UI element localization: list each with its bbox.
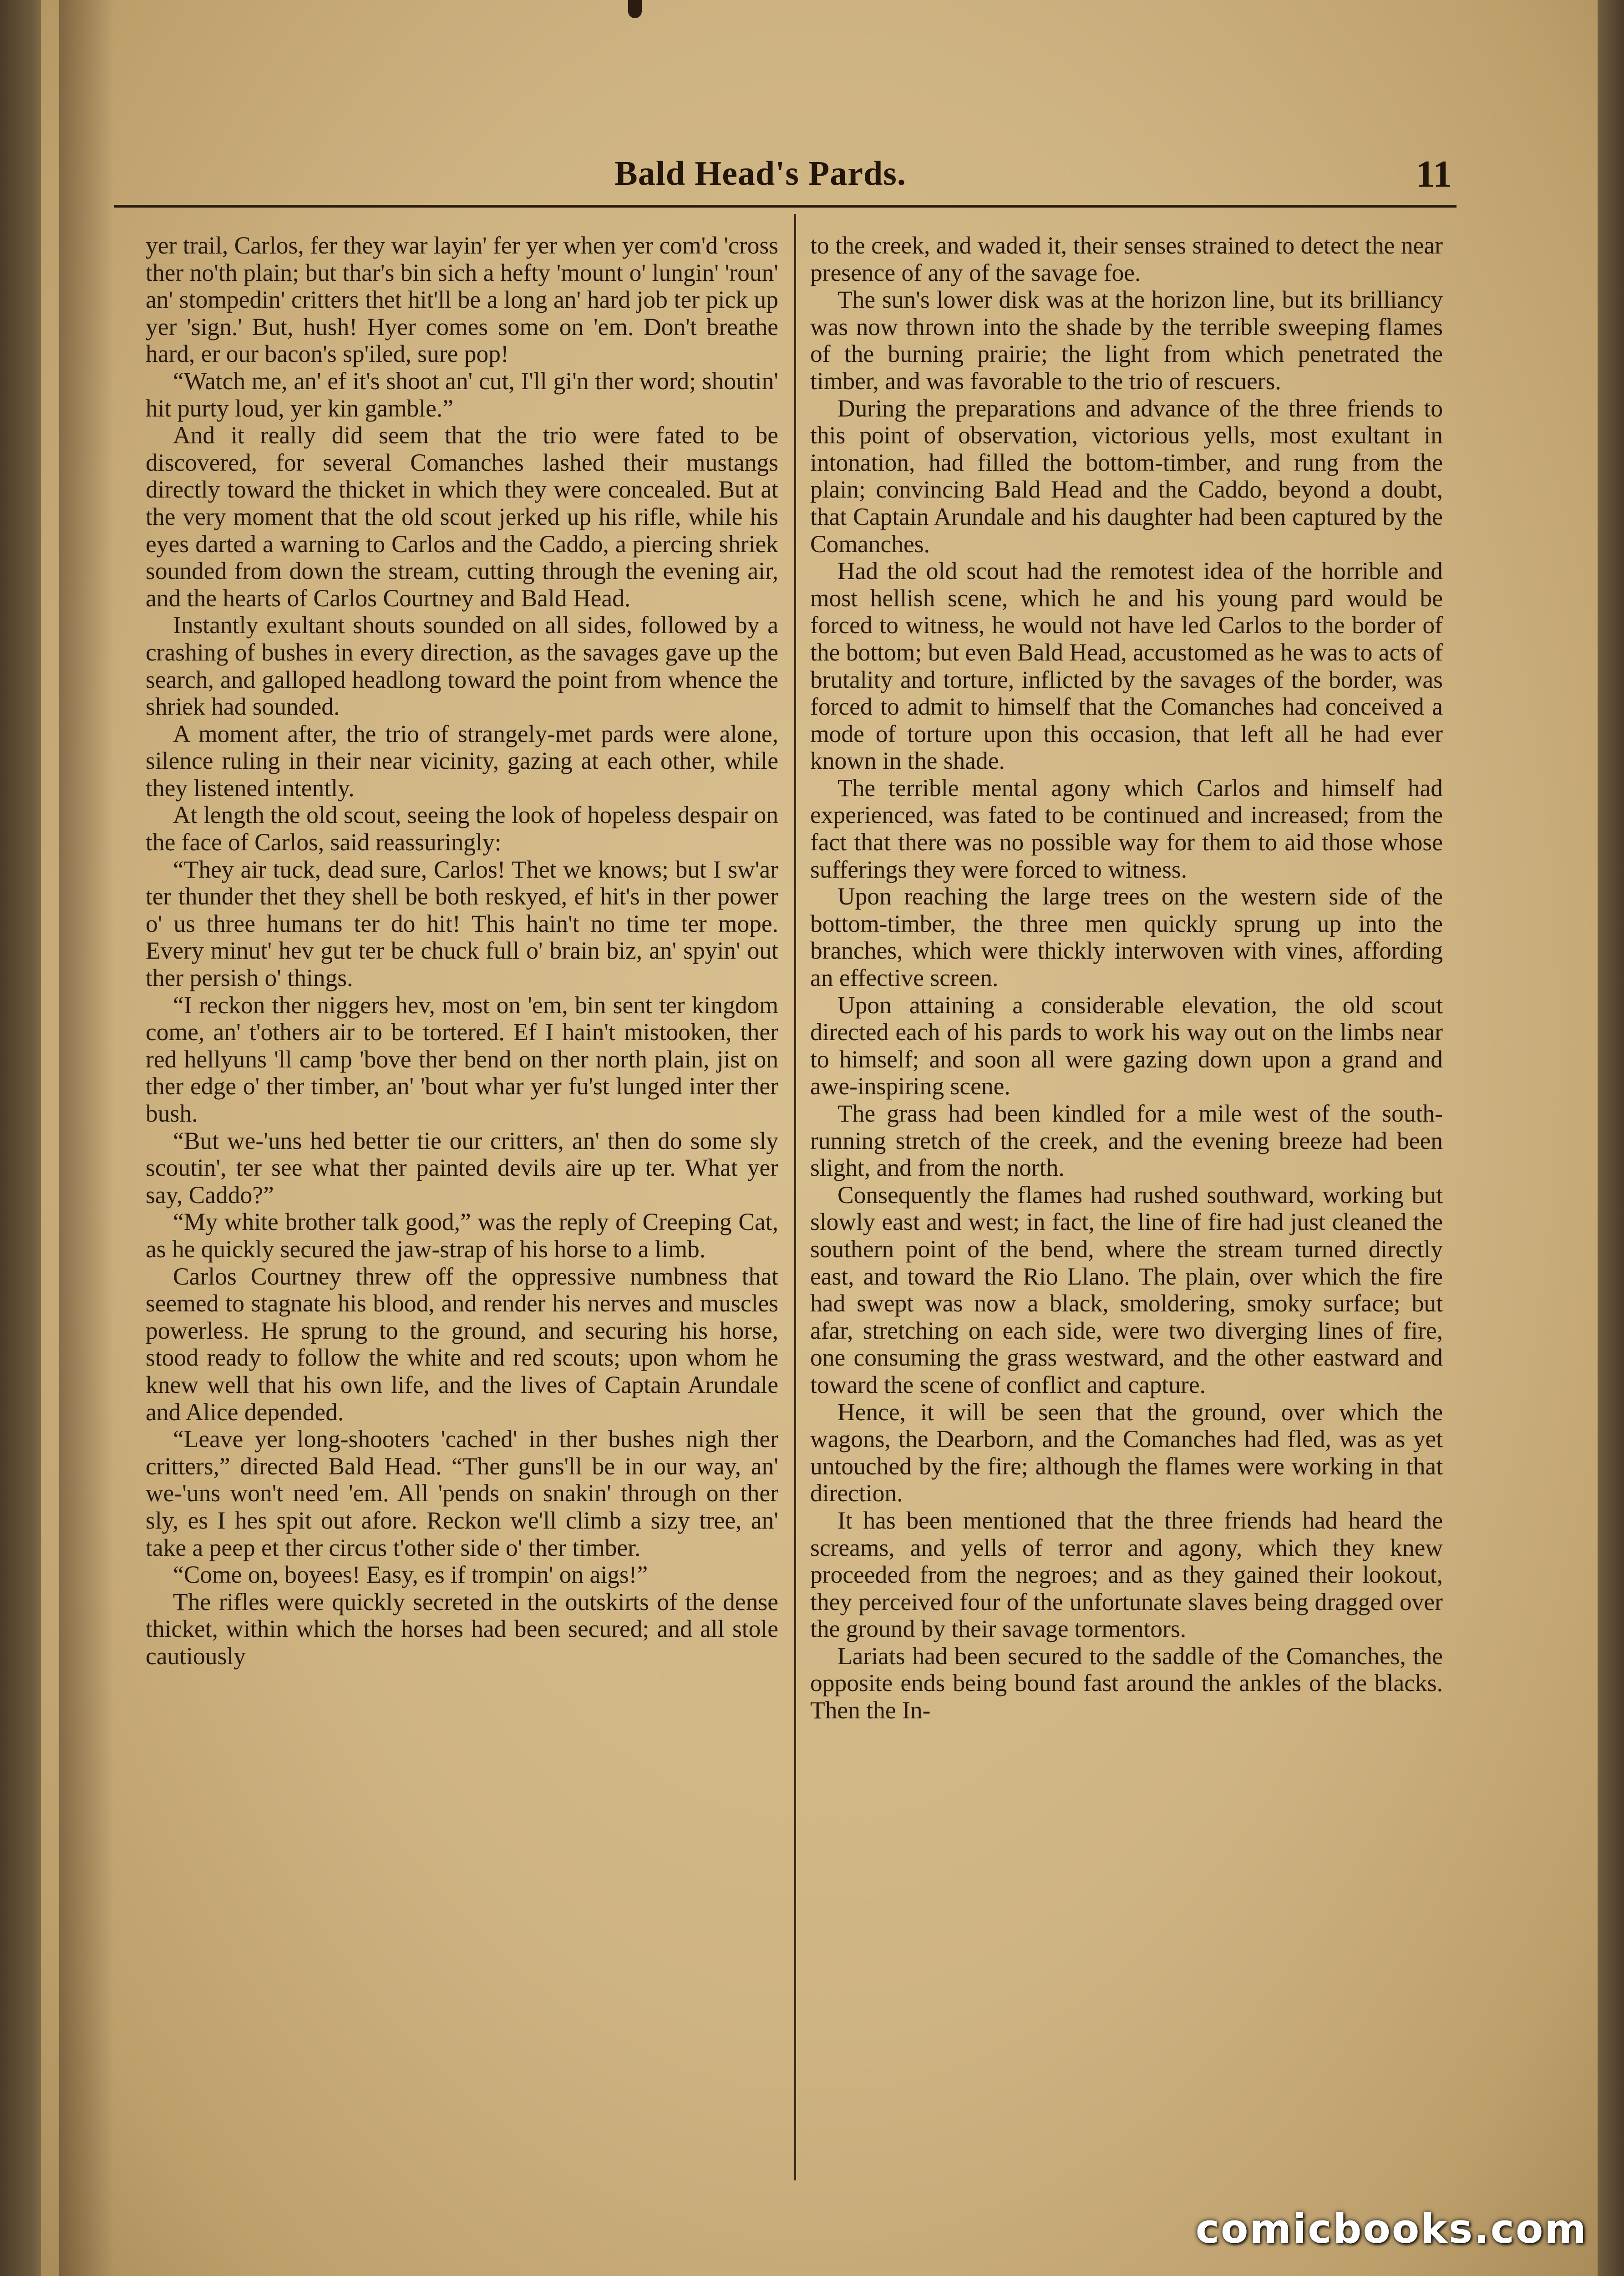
page-fold-shadow bbox=[59, 0, 114, 2276]
paragraph: “Leave yer long-shooters 'cached' in ther bushes nigh ther critters,” directed Bald Head. “Ther guns'll be in our way, an' we-'uns won't need 'em. All 'pends on snakin' through on ther sly, es I hes spit out afore. Reckon we'll climb a sizy tree, an' take a peep et ther circus t'other side o' ther timber. bbox=[146, 1425, 778, 1561]
paragraph: Instantly exultant shouts sounded on all sides, followed by a crashing of bushes in every direction, as the savages gave up the search, and galloped headlong toward the point from whence the shriek had sounded. bbox=[146, 611, 778, 721]
paragraph: The terrible mental agony which Carlos and himself had experienced, was fated to be continued and increased; from the fact that there was no possible way for them to aid those whose sufferings they were forced to witness. bbox=[810, 774, 1443, 883]
paragraph: And it really did seem that the trio were fated to be discovered, for several Comanches lashed their mustangs directly toward the thicket in which they were concealed. But at the very moment that the old scout jerked up his rifle, while his eyes darted a warning to Carlos and the Caddo, a piercing shriek sounded from down the stream, cutting through the evening air, and the hearts of Carlos Courtney and Bald Head. bbox=[146, 422, 778, 612]
paragraph: The rifles were quickly secreted in the outskirts of the dense thicket, within which the horses had been secured; and all stole cautiously bbox=[146, 1588, 778, 1670]
paragraph: yer trail, Carlos, fer they war layin' fer yer when yer com'd 'cross ther no'th plain; but thar's bin sich a hefty 'mount o' lungin' 'roun' an' stompedin' critters thet hit'll be a long an' hard job ter pick up yer 'sign.' But, hush! Hyer comes some on 'em. Don't breathe hard, er our bacon's sp'iled, sure pop! bbox=[146, 232, 778, 368]
paragraph: Upon attaining a considerable elevation, the old scout directed each of his pards to work his way out on the limbs near to himself; and soon all were gazing down upon a grand and awe-inspiring scene. bbox=[810, 991, 1443, 1100]
paragraph: Lariats had been secured to the saddle of the Comanches, the opposite ends being bound fast around the ankles of the blacks. Then the In- bbox=[810, 1642, 1443, 1724]
paragraph: It has been mentioned that the three friends had heard the screams, and yells of terror and agony, which they knew proceeded from the negroes; and as they gained their lookout, they perceived four of the unfortunate slaves being dragged over the ground by their savage tormentors. bbox=[810, 1506, 1443, 1643]
paragraph: Carlos Courtney threw off the oppressive numbness that seemed to stagnate his blood, and render his nerves and muscles powerless. He sprung to the ground, and securing his horse, stood ready to follow the white and red scouts; upon whom he knew well that his own life, and the lives of Captain Arundale and Alice depended. bbox=[146, 1262, 778, 1426]
paragraph: “My white brother talk good,” was the reply of Creeping Cat, as he quickly secured the jaw-strap of his horse to a limb. bbox=[146, 1208, 778, 1263]
page-number: 11 bbox=[1416, 153, 1452, 195]
running-head: Bald Head's Pards. bbox=[614, 154, 906, 193]
paragraph: The grass had been kindled for a mile west of the south-running stretch of the creek, and the evening breeze had been slight, and from the north. bbox=[810, 1100, 1443, 1182]
page-header bbox=[114, 150, 1457, 208]
column-divider bbox=[794, 214, 796, 2180]
site-watermark: comicbooks.com bbox=[1195, 2205, 1588, 2252]
paragraph: to the creek, and waded it, their senses strained to detect the near presence of any of the savage foe. bbox=[810, 232, 1443, 286]
paragraph: “Come on, boyees! Easy, es if trompin' on aigs!” bbox=[173, 1561, 648, 1589]
paragraph: Upon reaching the large trees on the western side of the bottom-timber, the three men quickly sprung up into the branches, which were thickly interwoven with vines, affording an effective screen. bbox=[810, 883, 1443, 992]
paragraph: “I reckon ther niggers hev, most on 'em, bin sent ter kingdom come, an' t'others air to be tortered. Ef I hain't mistooken, ther red hellyuns 'll camp 'bove ther bend on ther north plain, jist on ther edge o' ther timber, an' 'bout whar yer fu'st lunged inter ther bush. bbox=[146, 991, 778, 1127]
paragraph: Consequently the flames had rushed southward, working but slowly east and west; in fact, the line of fire had just cleaned the southern point of the bend, where the stream turned directly east, and toward the Rio Llano. The plain, over which the fire had swept was now a black, smoldering, smoky surface; but afar, stretching on each side, were two diverging lines of fire, one consuming the grass westward, and the other eastward and toward the scene of conflict and capture. bbox=[810, 1181, 1443, 1398]
paragraph: At length the old scout, seeing the look of hopeless despair on the face of Carlos, said reassuringly: bbox=[146, 801, 778, 856]
paragraph: “Watch me, an' ef it's shoot an' cut, I'll gi'n ther word; shoutin' hit purty loud, yer kin gamble.” bbox=[146, 367, 778, 422]
paragraph: During the preparations and advance of the three friends to this point of observation, victorious yells, most exultant in intonation, had filled the bottom-timber, and rung from the plain; convincing Bald Head and the Caddo, beyond a doubt, that Captain Arundale and his daughter had been captured by the Comanches. bbox=[810, 394, 1443, 558]
paragraph: “They air tuck, dead sure, Carlos! Thet we knows; but I sw'ar ter thunder thet they shell be both reskyed, ef hit's in ther power o' us three humans ter do hit! This hain't no time ter mope. Every minut' hev gut ter be chuck full o' brain biz, an' spyin' out ther persish o' things. bbox=[146, 855, 778, 992]
left-column bbox=[146, 232, 778, 2171]
paragraph: The sun's lower disk was at the horizon line, but its brilliancy was now thrown into the shade by the terrible sweeping flames of the burning prairie; the light from which penetrated the timber, and was favorable to the trio of rescuers. bbox=[810, 286, 1443, 395]
paragraph: Had the old scout had the remotest idea of the horrible and most hellish scene, which he and his young pard would be forced to witness, he would not have led Carlos to the border of the bottom; but even Bald Head, accustomed as he was to acts of brutality and torture, inflicted by the savages of the border, was forced to admit to himself that the Comanches had conceived a mode of torture upon this occasion, that left all he had ever known in the shade. bbox=[810, 557, 1443, 775]
paragraph: A moment after, the trio of strangely-met pards were alone, silence ruling in their near vicinity, gazing at each other, while they listened intently. bbox=[146, 720, 778, 802]
paragraph: “But we-'uns hed better tie our critters, an' then do some sly scoutin', ter see what ther painted devils aire up ter. What yer say, Caddo?” bbox=[146, 1127, 778, 1209]
right-column bbox=[810, 232, 1443, 2171]
paragraph: Hence, it will be seen that the ground, over which the wagons, the Dearborn, and the Comanches had fled, was as yet untouched by the fire; although the flames were working in that direction. bbox=[810, 1398, 1443, 1507]
ink-mark bbox=[628, 0, 642, 18]
